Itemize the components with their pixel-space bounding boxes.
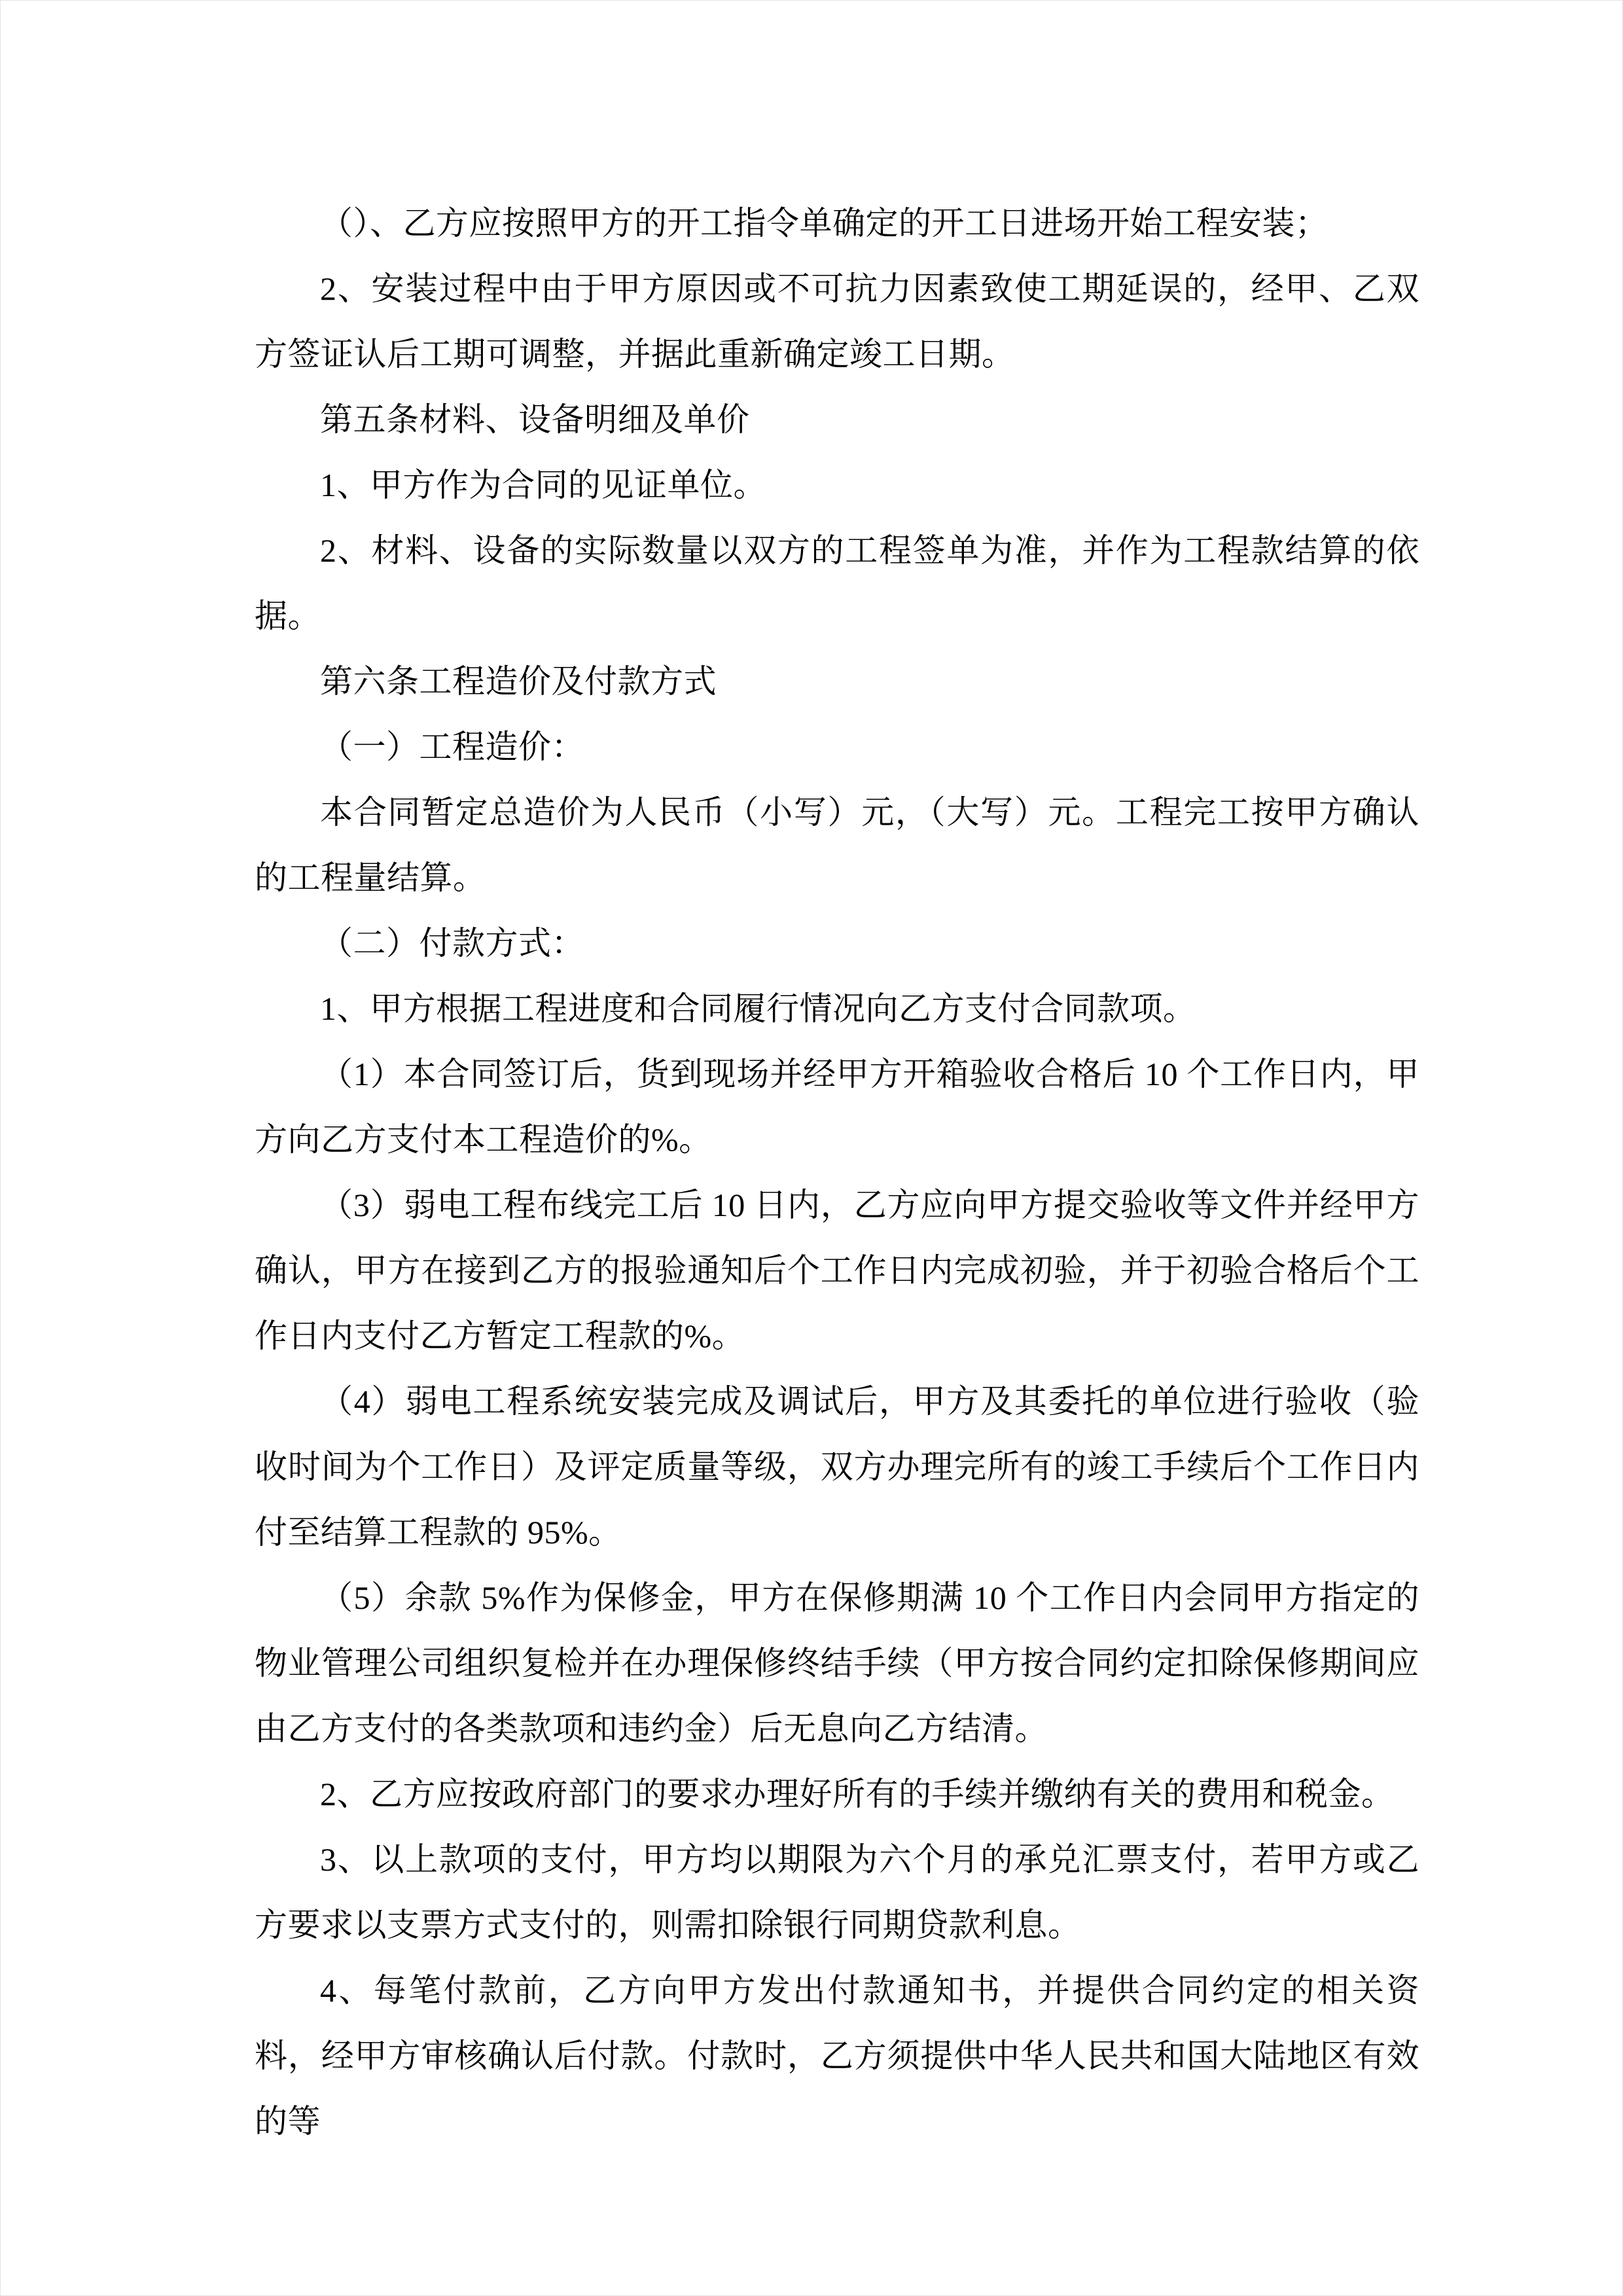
paragraph: （）、乙方应按照甲方的开工指令单确定的开工日进场开始工程安装； [320,205,1329,242]
paragraph: 1、甲方作为合同的见证单位。 [320,467,766,503]
document-body [255,190,1419,2154]
paragraph: 2、安装过程中由于甲方原因或不可抗力因素致使工期延误的，经甲、乙双方签证认后工期可调整，并据此重新确定竣工日期。 [255,270,1419,372]
paragraph: 2、材料、设备的实际数量以双方的工程签单为准，并作为工程款结算的依据。 [255,532,1419,634]
paragraph: 3、以上款项的支付，甲方均以期限为六个月的承兑汇票支付，若甲方或乙方要求以支票方式支付的，则需扣除银行同期贷款利息。 [255,1841,1419,1943]
section-heading: 第五条材料、设备明细及单价 [320,401,750,438]
sub-heading: （一）工程造价： [320,728,584,765]
paragraph: （1）本合同签订后，货到现场并经甲方开箱验收合格后 10 个工作日内，甲方向乙方支付本工程造价的%。 [255,1056,1419,1158]
paragraph: （3）弱电工程布线完工后 10 日内，乙方应向甲方提交验收等文件并经甲方确认，甲方在接到乙方的报验通知后个工作日内完成初验，并于初验合格后个工作日内支付乙方暂定工程款的%。 [255,1187,1419,1354]
section-heading: 第六条工程造价及付款方式 [320,663,717,700]
paragraph: 2、乙方应按政府部门的要求办理好所有的手续并缴纳有关的费用和税金。 [320,1776,1395,1812]
paragraph: （5）余款 5%作为保修金，甲方在保修期满 10 个工作日内会同甲方指定的物业管理公司组织复检并在办理保修终结手续（甲方按合同约定扣除保修期间应由乙方支付的各类款项和违约金）后无息向乙方结清。 [255,1579,1419,1747]
paragraph: （4）弱电工程系统安装完成及调试后，甲方及其委托的单位进行验收（验收时间为个工作日）及评定质量等级，双方办理完所有的竣工手续后个工作日内付至结算工程款的 95%。 [255,1383,1419,1551]
paragraph: 4、每笔付款前，乙方向甲方发出付款通知书，并提供合同约定的相关资料，经甲方审核确认后付款。付款时，乙方须提供中华人民共和国大陆地区有效的等 [255,1972,1419,2140]
sub-heading: （二）付款方式： [320,925,584,961]
paragraph: 本合同暂定总造价为人民币（小写）元，（大写）元。工程完工按甲方确认的工程量结算。 [255,794,1419,896]
paragraph: 1、甲方根据工程进度和合同履行情况向乙方支付合同款项。 [320,990,1196,1027]
